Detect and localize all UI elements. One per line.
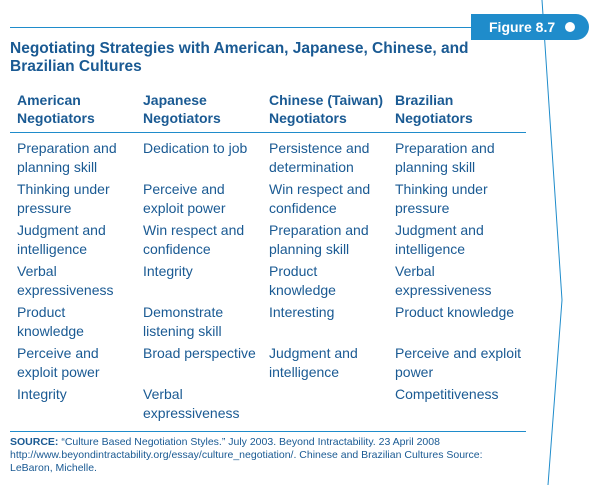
table-cell: Thinking under pressure [17, 181, 110, 216]
column-header: Chinese (Taiwan) Negotiators [262, 92, 388, 133]
column-header: American Negotiators [10, 92, 136, 133]
table-cell: Integrity [17, 386, 67, 402]
table-cell: Competitiveness [395, 386, 499, 402]
table-cell [262, 382, 388, 427]
table-row [10, 300, 526, 341]
table-cell: Verbal expressiveness [143, 386, 240, 421]
table-cell: Product knowledge [17, 304, 84, 339]
strategies-table [10, 92, 526, 427]
table-cell: Verbal expressiveness [17, 263, 114, 298]
table-row [10, 133, 526, 178]
table-row [10, 259, 526, 300]
table-cell: Preparation and planning skill [17, 140, 117, 175]
table-cell: Judgment and intelligence [269, 345, 358, 380]
table-header-row [10, 92, 526, 133]
source-note [10, 436, 520, 475]
table-cell: Integrity [143, 263, 193, 279]
figure-badge [471, 14, 589, 40]
table-row [10, 218, 526, 259]
bottom-rule [10, 431, 526, 432]
table-cell: Product knowledge [269, 263, 336, 298]
table-cell: Demonstrate listening skill [143, 304, 224, 339]
table-cell: Product knowledge [395, 304, 515, 320]
table-cell: Preparation and planning skill [395, 140, 495, 175]
table-cell: Thinking under pressure [395, 181, 488, 216]
source-text: “Culture Based Negotiation Styles.” July 2003. Beyond Intractability. 23 April 2008 http://www.beyondintractability.org/essay/culture_negotiation/. Chinese and Brazilian Cultures Source: LeBaron, Michelle. [10, 436, 483, 474]
table-cell: Perceive and exploit power [143, 181, 226, 216]
table-cell: Win respect and confidence [269, 181, 371, 216]
table-cell: Judgment and intelligence [17, 222, 106, 257]
table-cell: Preparation and planning skill [269, 222, 369, 257]
column-header: Brazilian Negotiators [388, 92, 526, 133]
table-cell: Win respect and confidence [143, 222, 245, 257]
table-cell: Perceive and exploit power [395, 345, 522, 380]
source-label: SOURCE: [10, 436, 59, 448]
table-cell: Interesting [269, 304, 335, 320]
figure-title: Negotiating Strategies with American, Japanese, Chinese, and Brazilian Cultures [10, 40, 469, 75]
table-cell: Perceive and exploit power [17, 345, 100, 380]
table-cell: Persistence and determination [269, 140, 370, 175]
table-row [10, 177, 526, 218]
table-cell: Dedication to job [143, 140, 248, 156]
table-row [10, 382, 526, 427]
column-header: Japanese Negotiators [136, 92, 262, 133]
bullet-dot-icon [565, 22, 575, 32]
table-cell: Verbal expressiveness [395, 263, 492, 298]
table-cell: Broad perspective [143, 345, 256, 361]
table-row [10, 341, 526, 382]
top-rule [10, 27, 471, 28]
figure-label: Figure 8.7 [489, 19, 556, 35]
table-cell: Judgment and intelligence [395, 222, 484, 257]
